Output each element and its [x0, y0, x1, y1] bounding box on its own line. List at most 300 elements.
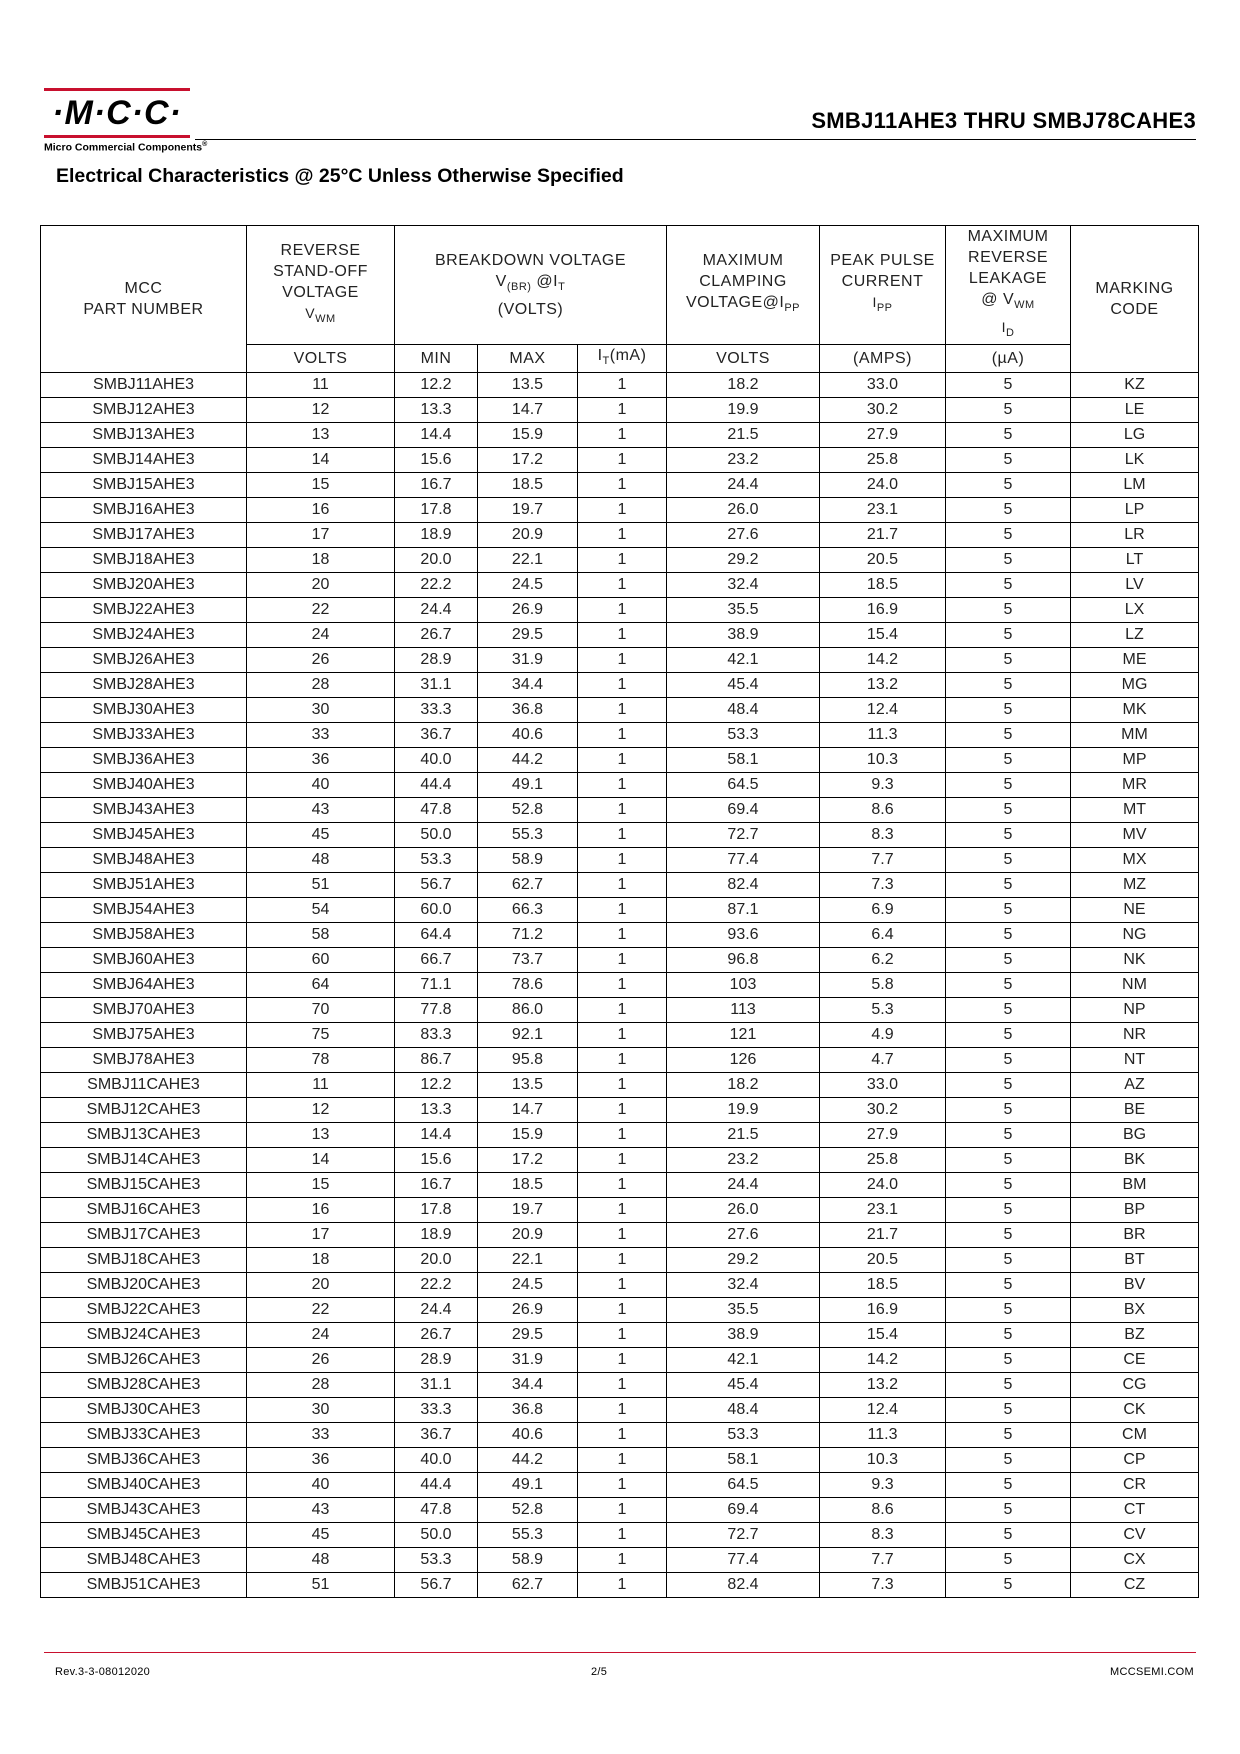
cell-standoff-voltage: 36: [247, 1448, 395, 1473]
cell-breakdown-max: 34.4: [478, 1373, 578, 1398]
cell-peak-pulse-current: 6.4: [820, 923, 946, 948]
cell-part-number: SMBJ43CAHE3: [41, 1498, 247, 1523]
cell-part-number: SMBJ48AHE3: [41, 848, 247, 873]
cell-test-current: 1: [578, 573, 667, 598]
cell-marking-code: CM: [1071, 1423, 1199, 1448]
cell-marking-code: BG: [1071, 1123, 1199, 1148]
cell-clamping-voltage: 38.9: [667, 1323, 820, 1348]
cell-clamping-voltage: 18.2: [667, 373, 820, 398]
cell-standoff-voltage: 16: [247, 1198, 395, 1223]
cell-clamping-voltage: 77.4: [667, 1548, 820, 1573]
cell-breakdown-min: 12.2: [395, 373, 478, 398]
table-row: [41, 1098, 1199, 1123]
cell-breakdown-min: 14.4: [395, 423, 478, 448]
cell-reverse-leakage: 5: [946, 1573, 1071, 1598]
cell-test-current: 1: [578, 373, 667, 398]
cell-marking-code: LZ: [1071, 623, 1199, 648]
cell-part-number: SMBJ18CAHE3: [41, 1248, 247, 1273]
cell-standoff-voltage: 78: [247, 1048, 395, 1073]
cell-test-current: 1: [578, 1123, 667, 1148]
cell-test-current: 1: [578, 898, 667, 923]
cell-reverse-leakage: 5: [946, 973, 1071, 998]
cell-breakdown-max: 31.9: [478, 1348, 578, 1373]
cell-test-current: 1: [578, 1523, 667, 1548]
cell-test-current: 1: [578, 1373, 667, 1398]
cell-breakdown-min: 86.7: [395, 1048, 478, 1073]
cell-standoff-voltage: 51: [247, 873, 395, 898]
cell-breakdown-max: 22.1: [478, 1248, 578, 1273]
cell-reverse-leakage: 5: [946, 1098, 1071, 1123]
table-row: [41, 1248, 1199, 1273]
cell-reverse-leakage: 5: [946, 648, 1071, 673]
cell-marking-code: LV: [1071, 573, 1199, 598]
company-logo: [44, 88, 208, 154]
cell-reverse-leakage: 5: [946, 1248, 1071, 1273]
cell-part-number: SMBJ16CAHE3: [41, 1198, 247, 1223]
cell-test-current: 1: [578, 423, 667, 448]
cell-marking-code: AZ: [1071, 1073, 1199, 1098]
cell-marking-code: BZ: [1071, 1323, 1199, 1348]
cell-clamping-voltage: 45.4: [667, 673, 820, 698]
cell-reverse-leakage: 5: [946, 1548, 1071, 1573]
cell-standoff-voltage: 22: [247, 1298, 395, 1323]
cell-clamping-voltage: 21.5: [667, 423, 820, 448]
cell-peak-pulse-current: 27.9: [820, 423, 946, 448]
cell-reverse-leakage: 5: [946, 1473, 1071, 1498]
cell-peak-pulse-current: 9.3: [820, 773, 946, 798]
cell-reverse-leakage: 5: [946, 1023, 1071, 1048]
cell-breakdown-max: 24.5: [478, 573, 578, 598]
cell-standoff-voltage: 14: [247, 1148, 395, 1173]
cell-breakdown-min: 20.0: [395, 1248, 478, 1273]
cell-reverse-leakage: 5: [946, 823, 1071, 848]
col-header-standoff-voltage: REVERSE STAND-OFF VOLTAGE $V_{WM}$: [247, 226, 395, 345]
cell-test-current: 1: [578, 798, 667, 823]
cell-marking-code: CE: [1071, 1348, 1199, 1373]
cell-peak-pulse-current: 12.4: [820, 1398, 946, 1423]
cell-part-number: SMBJ28AHE3: [41, 673, 247, 698]
cell-clamping-voltage: 23.2: [667, 448, 820, 473]
logo-subtitle: Micro Commercial Components®: [44, 141, 208, 154]
cell-test-current: 1: [578, 1423, 667, 1448]
cell-clamping-voltage: 96.8: [667, 948, 820, 973]
cell-peak-pulse-current: 10.3: [820, 748, 946, 773]
cell-test-current: 1: [578, 773, 667, 798]
table-body: [41, 373, 1199, 1598]
cell-clamping-voltage: 82.4: [667, 873, 820, 898]
cell-test-current: 1: [578, 1398, 667, 1423]
cell-breakdown-min: 15.6: [395, 448, 478, 473]
cell-marking-code: NT: [1071, 1048, 1199, 1073]
cell-part-number: SMBJ17AHE3: [41, 523, 247, 548]
cell-test-current: 1: [578, 1448, 667, 1473]
cell-test-current: 1: [578, 998, 667, 1023]
cell-standoff-voltage: 45: [247, 823, 395, 848]
cell-clamping-voltage: 27.6: [667, 1223, 820, 1248]
cell-breakdown-min: 24.4: [395, 598, 478, 623]
cell-breakdown-max: 14.7: [478, 398, 578, 423]
cell-test-current: 1: [578, 1148, 667, 1173]
cell-marking-code: MG: [1071, 673, 1199, 698]
table-row: [41, 1198, 1199, 1223]
cell-marking-code: MP: [1071, 748, 1199, 773]
cell-test-current: 1: [578, 598, 667, 623]
cell-standoff-voltage: 12: [247, 1098, 395, 1123]
cell-breakdown-max: 15.9: [478, 1123, 578, 1148]
unit-min: MIN: [395, 345, 478, 373]
cell-standoff-voltage: 58: [247, 923, 395, 948]
cell-breakdown-min: 47.8: [395, 1498, 478, 1523]
cell-clamping-voltage: 113: [667, 998, 820, 1023]
cell-breakdown-max: 13.5: [478, 1073, 578, 1098]
cell-clamping-voltage: 19.9: [667, 398, 820, 423]
cell-reverse-leakage: 5: [946, 748, 1071, 773]
cell-reverse-leakage: 5: [946, 498, 1071, 523]
table-row: [41, 598, 1199, 623]
cell-part-number: SMBJ11CAHE3: [41, 1073, 247, 1098]
cell-standoff-voltage: 17: [247, 523, 395, 548]
cell-peak-pulse-current: 27.9: [820, 1123, 946, 1148]
cell-marking-code: CX: [1071, 1548, 1199, 1573]
cell-breakdown-max: 44.2: [478, 1448, 578, 1473]
cell-breakdown-max: 15.9: [478, 423, 578, 448]
cell-breakdown-max: 26.9: [478, 1298, 578, 1323]
cell-part-number: SMBJ36CAHE3: [41, 1448, 247, 1473]
cell-breakdown-max: 18.5: [478, 1173, 578, 1198]
cell-marking-code: ME: [1071, 648, 1199, 673]
cell-test-current: 1: [578, 448, 667, 473]
cell-marking-code: BP: [1071, 1198, 1199, 1223]
cell-clamping-voltage: 24.4: [667, 473, 820, 498]
cell-marking-code: BX: [1071, 1298, 1199, 1323]
cell-standoff-voltage: 48: [247, 1548, 395, 1573]
cell-breakdown-min: 18.9: [395, 523, 478, 548]
cell-peak-pulse-current: 21.7: [820, 523, 946, 548]
cell-clamping-voltage: 42.1: [667, 1348, 820, 1373]
cell-standoff-voltage: 26: [247, 1348, 395, 1373]
table-row: [41, 1273, 1199, 1298]
cell-test-current: 1: [578, 673, 667, 698]
footer-divider: [44, 1652, 1196, 1653]
cell-reverse-leakage: 5: [946, 473, 1071, 498]
table-row: [41, 973, 1199, 998]
cell-reverse-leakage: 5: [946, 723, 1071, 748]
cell-standoff-voltage: 11: [247, 1073, 395, 1098]
table-row: [41, 848, 1199, 873]
col-header-peak-pulse-current: PEAK PULSE CURRENT $I_{PP}$: [820, 226, 946, 345]
col-header-reverse-leakage: MAXIMUM REVERSE LEAKAGE @ $V_{WM}$ $I_D$: [946, 226, 1071, 345]
cell-peak-pulse-current: 14.2: [820, 648, 946, 673]
cell-part-number: SMBJ12AHE3: [41, 398, 247, 423]
cell-breakdown-max: 86.0: [478, 998, 578, 1023]
cell-breakdown-min: 33.3: [395, 698, 478, 723]
unit-it: $I_T(mA)$: [578, 345, 667, 373]
cell-standoff-voltage: 11: [247, 373, 395, 398]
cell-breakdown-max: 20.9: [478, 523, 578, 548]
cell-reverse-leakage: 5: [946, 1173, 1071, 1198]
cell-part-number: SMBJ64AHE3: [41, 973, 247, 998]
cell-peak-pulse-current: 5.3: [820, 998, 946, 1023]
cell-part-number: SMBJ13AHE3: [41, 423, 247, 448]
cell-part-number: SMBJ58AHE3: [41, 923, 247, 948]
cell-breakdown-min: 26.7: [395, 1323, 478, 1348]
cell-breakdown-max: 49.1: [478, 773, 578, 798]
cell-breakdown-max: 17.2: [478, 1148, 578, 1173]
cell-clamping-voltage: 24.4: [667, 1173, 820, 1198]
cell-clamping-voltage: 19.9: [667, 1098, 820, 1123]
cell-test-current: 1: [578, 1173, 667, 1198]
cell-breakdown-min: 44.4: [395, 1473, 478, 1498]
unit-leak: (µA): [946, 345, 1071, 373]
cell-standoff-voltage: 36: [247, 748, 395, 773]
cell-standoff-voltage: 14: [247, 448, 395, 473]
cell-reverse-leakage: 5: [946, 448, 1071, 473]
cell-breakdown-max: 20.9: [478, 1223, 578, 1248]
cell-part-number: SMBJ40AHE3: [41, 773, 247, 798]
cell-part-number: SMBJ22CAHE3: [41, 1298, 247, 1323]
cell-peak-pulse-current: 10.3: [820, 1448, 946, 1473]
cell-standoff-voltage: 15: [247, 473, 395, 498]
cell-marking-code: MZ: [1071, 873, 1199, 898]
col-header-part-number: MCC PART NUMBER: [41, 226, 247, 373]
table-row: [41, 923, 1199, 948]
cell-reverse-leakage: 5: [946, 673, 1071, 698]
cell-marking-code: LX: [1071, 598, 1199, 623]
cell-part-number: SMBJ24CAHE3: [41, 1323, 247, 1348]
table-row: [41, 1548, 1199, 1573]
cell-reverse-leakage: 5: [946, 1148, 1071, 1173]
cell-reverse-leakage: 5: [946, 373, 1071, 398]
cell-marking-code: LK: [1071, 448, 1199, 473]
cell-part-number: SMBJ20AHE3: [41, 573, 247, 598]
cell-test-current: 1: [578, 1098, 667, 1123]
cell-clamping-voltage: 38.9: [667, 623, 820, 648]
cell-test-current: 1: [578, 1048, 667, 1073]
table-row: [41, 1173, 1199, 1198]
cell-peak-pulse-current: 16.9: [820, 1298, 946, 1323]
cell-standoff-voltage: 13: [247, 1123, 395, 1148]
cell-standoff-voltage: 60: [247, 948, 395, 973]
table-row: [41, 873, 1199, 898]
table-row: [41, 1073, 1199, 1098]
cell-clamping-voltage: 53.3: [667, 1423, 820, 1448]
logo-bottom-bar: [44, 135, 190, 138]
cell-marking-code: BK: [1071, 1148, 1199, 1173]
cell-clamping-voltage: 72.7: [667, 823, 820, 848]
cell-part-number: SMBJ43AHE3: [41, 798, 247, 823]
cell-test-current: 1: [578, 873, 667, 898]
cell-clamping-voltage: 42.1: [667, 648, 820, 673]
cell-part-number: SMBJ11AHE3: [41, 373, 247, 398]
cell-reverse-leakage: 5: [946, 573, 1071, 598]
cell-peak-pulse-current: 18.5: [820, 1273, 946, 1298]
cell-reverse-leakage: 5: [946, 623, 1071, 648]
cell-peak-pulse-current: 33.0: [820, 373, 946, 398]
cell-standoff-voltage: 18: [247, 1248, 395, 1273]
cell-clamping-voltage: 32.4: [667, 573, 820, 598]
cell-breakdown-max: 71.2: [478, 923, 578, 948]
cell-reverse-leakage: 5: [946, 1273, 1071, 1298]
cell-clamping-voltage: 48.4: [667, 1398, 820, 1423]
table-row: [41, 1573, 1199, 1598]
cell-peak-pulse-current: 6.2: [820, 948, 946, 973]
cell-breakdown-max: 52.8: [478, 1498, 578, 1523]
cell-marking-code: BV: [1071, 1273, 1199, 1298]
cell-part-number: SMBJ16AHE3: [41, 498, 247, 523]
cell-reverse-leakage: 5: [946, 1223, 1071, 1248]
cell-breakdown-max: 19.7: [478, 1198, 578, 1223]
cell-breakdown-min: 36.7: [395, 723, 478, 748]
cell-reverse-leakage: 5: [946, 923, 1071, 948]
cell-breakdown-max: 13.5: [478, 373, 578, 398]
cell-breakdown-min: 17.8: [395, 498, 478, 523]
cell-breakdown-min: 13.3: [395, 398, 478, 423]
cell-breakdown-min: 18.9: [395, 1223, 478, 1248]
cell-peak-pulse-current: 11.3: [820, 1423, 946, 1448]
cell-breakdown-max: 95.8: [478, 1048, 578, 1073]
cell-breakdown-min: 53.3: [395, 1548, 478, 1573]
cell-breakdown-max: 17.2: [478, 448, 578, 473]
cell-breakdown-max: 55.3: [478, 1523, 578, 1548]
table-row: [41, 1148, 1199, 1173]
cell-breakdown-max: 22.1: [478, 548, 578, 573]
cell-peak-pulse-current: 5.8: [820, 973, 946, 998]
cell-breakdown-min: 60.0: [395, 898, 478, 923]
cell-reverse-leakage: 5: [946, 1123, 1071, 1148]
cell-peak-pulse-current: 8.3: [820, 1523, 946, 1548]
cell-peak-pulse-current: 7.3: [820, 1573, 946, 1598]
table-row: [41, 473, 1199, 498]
cell-reverse-leakage: 5: [946, 1498, 1071, 1523]
table-row: [41, 373, 1199, 398]
table-row: [41, 823, 1199, 848]
table-row: [41, 773, 1199, 798]
cell-reverse-leakage: 5: [946, 598, 1071, 623]
cell-part-number: SMBJ51CAHE3: [41, 1573, 247, 1598]
cell-peak-pulse-current: 7.7: [820, 1548, 946, 1573]
cell-breakdown-min: 16.7: [395, 1173, 478, 1198]
cell-part-number: SMBJ33CAHE3: [41, 1423, 247, 1448]
cell-part-number: SMBJ20CAHE3: [41, 1273, 247, 1298]
cell-breakdown-max: 14.7: [478, 1098, 578, 1123]
cell-part-number: SMBJ17CAHE3: [41, 1223, 247, 1248]
cell-test-current: 1: [578, 1473, 667, 1498]
cell-part-number: SMBJ22AHE3: [41, 598, 247, 623]
cell-clamping-voltage: 27.6: [667, 523, 820, 548]
cell-clamping-voltage: 35.5: [667, 598, 820, 623]
cell-breakdown-min: 16.7: [395, 473, 478, 498]
table-row: [41, 898, 1199, 923]
document-title: SMBJ11AHE3 THRU SMBJ78CAHE3: [811, 108, 1196, 133]
cell-breakdown-max: 49.1: [478, 1473, 578, 1498]
table-row: [41, 623, 1199, 648]
cell-clamping-voltage: 48.4: [667, 698, 820, 723]
cell-standoff-voltage: 43: [247, 798, 395, 823]
unit-clamp: VOLTS: [667, 345, 820, 373]
cell-marking-code: LR: [1071, 523, 1199, 548]
cell-breakdown-min: 44.4: [395, 773, 478, 798]
cell-marking-code: CR: [1071, 1473, 1199, 1498]
cell-clamping-voltage: 126: [667, 1048, 820, 1073]
cell-marking-code: KZ: [1071, 373, 1199, 398]
cell-test-current: 1: [578, 1573, 667, 1598]
cell-test-current: 1: [578, 748, 667, 773]
cell-breakdown-min: 50.0: [395, 1523, 478, 1548]
cell-test-current: 1: [578, 973, 667, 998]
cell-test-current: 1: [578, 623, 667, 648]
cell-test-current: 1: [578, 1273, 667, 1298]
table-row: [41, 1523, 1199, 1548]
cell-marking-code: LG: [1071, 423, 1199, 448]
cell-peak-pulse-current: 23.1: [820, 498, 946, 523]
cell-breakdown-max: 58.9: [478, 1548, 578, 1573]
cell-reverse-leakage: 5: [946, 1373, 1071, 1398]
cell-reverse-leakage: 5: [946, 998, 1071, 1023]
cell-part-number: SMBJ30CAHE3: [41, 1398, 247, 1423]
unit-max: MAX: [478, 345, 578, 373]
cell-marking-code: BM: [1071, 1173, 1199, 1198]
cell-peak-pulse-current: 15.4: [820, 623, 946, 648]
cell-test-current: 1: [578, 848, 667, 873]
cell-breakdown-max: 36.8: [478, 698, 578, 723]
cell-peak-pulse-current: 15.4: [820, 1323, 946, 1348]
cell-breakdown-min: 71.1: [395, 973, 478, 998]
cell-marking-code: NK: [1071, 948, 1199, 973]
table-row: [41, 998, 1199, 1023]
cell-part-number: SMBJ60AHE3: [41, 948, 247, 973]
table-row: [41, 1123, 1199, 1148]
cell-breakdown-min: 13.3: [395, 1098, 478, 1123]
cell-breakdown-max: 62.7: [478, 1573, 578, 1598]
cell-breakdown-max: 44.2: [478, 748, 578, 773]
cell-marking-code: MM: [1071, 723, 1199, 748]
cell-breakdown-min: 64.4: [395, 923, 478, 948]
cell-clamping-voltage: 26.0: [667, 1198, 820, 1223]
cell-breakdown-max: 29.5: [478, 1323, 578, 1348]
cell-breakdown-max: 62.7: [478, 873, 578, 898]
cell-reverse-leakage: 5: [946, 1198, 1071, 1223]
unit-standoff: VOLTS: [247, 345, 395, 373]
table-row: [41, 573, 1199, 598]
table-row: [41, 523, 1199, 548]
cell-reverse-leakage: 5: [946, 398, 1071, 423]
cell-reverse-leakage: 5: [946, 1323, 1071, 1348]
table-row: [41, 1448, 1199, 1473]
cell-clamping-voltage: 23.2: [667, 1148, 820, 1173]
section-title: Electrical Characteristics @ 25°C Unless Otherwise Specified: [56, 165, 624, 187]
cell-peak-pulse-current: 20.5: [820, 548, 946, 573]
table-row: [41, 448, 1199, 473]
cell-breakdown-min: 77.8: [395, 998, 478, 1023]
cell-marking-code: LE: [1071, 398, 1199, 423]
cell-reverse-leakage: 5: [946, 1298, 1071, 1323]
cell-test-current: 1: [578, 1198, 667, 1223]
cell-standoff-voltage: 17: [247, 1223, 395, 1248]
logo-top-bar: [44, 88, 190, 91]
cell-part-number: SMBJ15CAHE3: [41, 1173, 247, 1198]
cell-standoff-voltage: 16: [247, 498, 395, 523]
cell-standoff-voltage: 22: [247, 598, 395, 623]
cell-marking-code: LP: [1071, 498, 1199, 523]
cell-part-number: SMBJ75AHE3: [41, 1023, 247, 1048]
cell-marking-code: CV: [1071, 1523, 1199, 1548]
cell-clamping-voltage: 35.5: [667, 1298, 820, 1323]
cell-standoff-voltage: 43: [247, 1498, 395, 1523]
cell-breakdown-min: 24.4: [395, 1298, 478, 1323]
cell-standoff-voltage: 48: [247, 848, 395, 873]
cell-test-current: 1: [578, 398, 667, 423]
cell-breakdown-max: 31.9: [478, 648, 578, 673]
